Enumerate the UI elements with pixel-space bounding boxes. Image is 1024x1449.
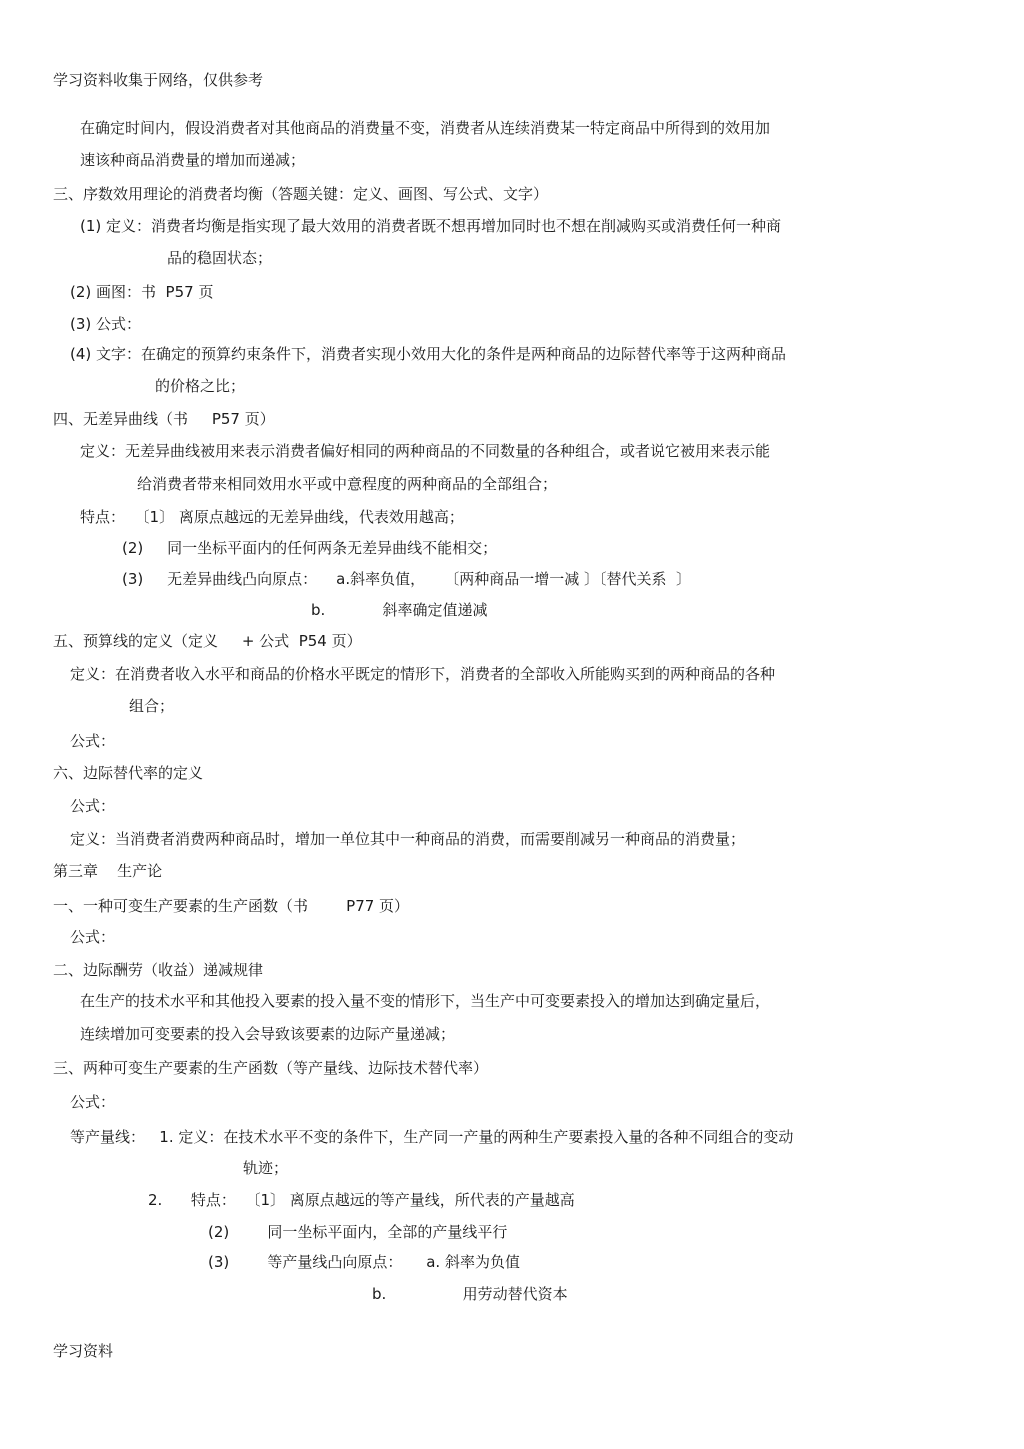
- text-line: 特点： 〔1〕 离原点越远的无差异曲线，代表效用越高；: [80, 508, 464, 526]
- text-line: (2) 画图：书 P57 页: [70, 283, 214, 301]
- text-line: (1) 定义：消费者均衡是指实现了最大效用的消费者既不想再增加同时也不想在削减购买或消费任何一种商: [80, 217, 782, 235]
- text-line: 公式：: [70, 1093, 116, 1111]
- section-heading: 六、边际替代率的定义: [53, 764, 204, 782]
- text-line: 定义：在消费者收入水平和商品的价格水平既定的情形下，消费者的全部收入所能购买到的两种商品的各种: [70, 665, 776, 683]
- section-heading: 三、两种可变生产要素的生产函数（等产量线、边际技术替代率）: [53, 1059, 489, 1077]
- text-line: 在生产的技术水平和其他投入要素的投入量不变的情形下，当生产中可变要素投入的增加达到确定量后，: [80, 992, 771, 1010]
- text-line: 公式：: [70, 928, 116, 946]
- text-line: (3) 无差异曲线凸向原点： a.斜率负值， 〔两种商品一增一减 〕〔替代关系 〕: [122, 570, 691, 588]
- text-line: 连续增加可变要素的投入会导致该要素的边际产量递减；: [80, 1025, 456, 1043]
- text-line: 在确定时间内，假设消费者对其他商品的消费量不变，消费者从连续消费某一特定商品中所得到的效用加: [80, 119, 771, 137]
- text-line: 速该种商品消费量的增加而递减；: [80, 151, 306, 169]
- chapter-heading: 第三章 生产论: [53, 862, 163, 880]
- section-heading: 一、一种可变生产要素的生产函数（书 P77 页）: [53, 897, 410, 915]
- section-heading: 五、预算线的定义（定义 + 公式 P54 页）: [53, 632, 362, 650]
- text-line: 品的稳固状态；: [167, 249, 273, 267]
- text-line: 公式：: [70, 797, 116, 815]
- text-line: 轨迹；: [243, 1159, 289, 1177]
- text-line: 给消费者带来相同效用水平或中意程度的两种商品的全部组合；: [137, 475, 558, 493]
- page-footer: 学习资料: [53, 1342, 114, 1360]
- text-line: 组合；: [129, 697, 175, 715]
- text-line: (3) 公式：: [70, 315, 142, 333]
- section-heading: 三、序数效用理论的消费者均衡（答题关键：定义、画图、写公式、文字）: [53, 185, 549, 203]
- section-heading: 四、无差异曲线（书 P57 页）: [53, 410, 275, 428]
- text-line: 2. 特点： 〔1〕 离原点越远的等产量线，所代表的产量越高: [148, 1191, 575, 1209]
- text-line: 定义：无差异曲线被用来表示消费者偏好相同的两种商品的不同数量的各种组合，或者说它被用来表示能: [80, 442, 771, 460]
- text-line: b. 用劳动替代资本: [372, 1285, 568, 1303]
- text-line: 公式：: [70, 732, 116, 750]
- section-heading: 二、边际酬劳（收益）递减规律: [53, 961, 264, 979]
- text-line: 的价格之比；: [155, 377, 246, 395]
- text-line: (4) 文字：在确定的预算约束条件下，消费者实现小效用大化的条件是两种商品的边际替代率等于这两种商品: [70, 345, 787, 363]
- text-line: (3) 等产量线凸向原点： a. 斜率为负值: [208, 1253, 520, 1271]
- text-line: b. 斜率确定值递减: [311, 601, 488, 619]
- text-line: (2) 同一坐标平面内的任何两条无差异曲线不能相交；: [122, 539, 498, 557]
- text-line: 定义：当消费者消费两种商品时，增加一单位其中一种商品的消费，而需要削减另一种商品的消费量；: [70, 830, 746, 848]
- text-line: 等产量线： 1. 定义：在技术水平不变的条件下，生产同一产量的两种生产要素投入量的各种不同组合的变动: [70, 1128, 794, 1146]
- text-line: (2) 同一坐标平面内，全部的产量线平行: [208, 1223, 508, 1241]
- page-header: 学习资料收集于网络，仅供参考: [53, 71, 264, 89]
